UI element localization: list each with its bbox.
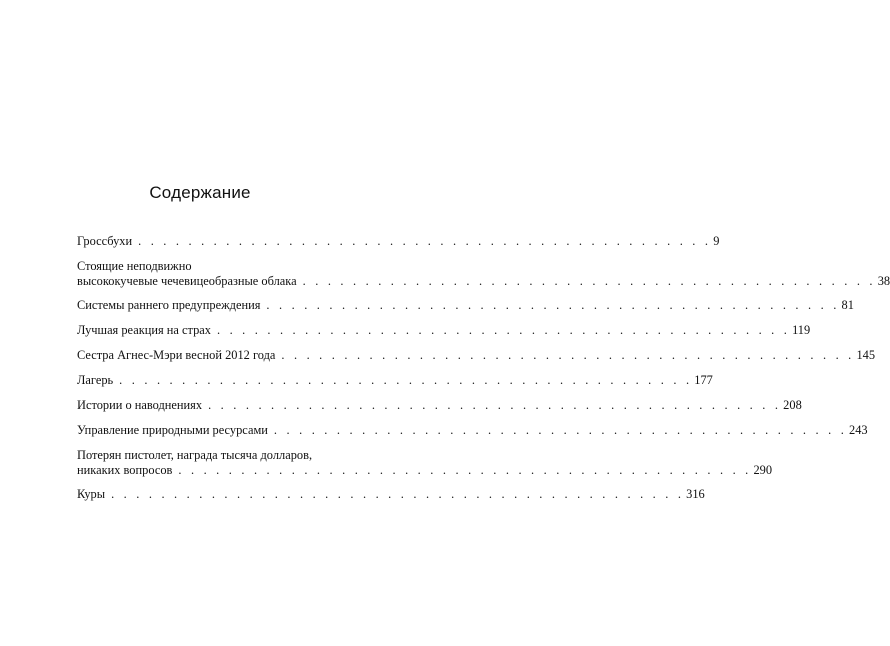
toc-entry-title: Куры <box>77 487 106 501</box>
toc-entry-title: Сестра Агнес-Мэри весной 2012 года <box>77 348 276 362</box>
toc-entry-title: Потерян пистолет, награда тысяча долларов, <box>77 448 313 462</box>
toc-entry[interactable] <box>77 348 876 363</box>
dot-leader: . . . . . . . . . . . . . . . . . . . . . . . . . . . . . . . . . . . . . . . . . . . . . . <box>119 373 693 387</box>
dot-leader: . . . . . . . . . . . . . . . . . . . . . . . . . . . . . . . . . . . . . . . . . . . . . . <box>266 298 840 312</box>
toc-entry-title: Гроссбухи <box>77 234 133 248</box>
toc-entry-title: Системы раннего предупреждения <box>77 298 261 312</box>
toc-entry-title-cont: никаких вопросов <box>77 463 173 477</box>
toc-entry[interactable] <box>77 487 705 502</box>
toc-page-number: 9 <box>713 234 720 248</box>
dot-leader: . . . . . . . . . . . . . . . . . . . . . . . . . . . . . . . . . . . . . . . . . . . . . . <box>178 463 752 477</box>
toc-page-number: 290 <box>753 463 773 477</box>
toc-entry-title: Лучшая реакция на страх <box>77 323 211 337</box>
dot-leader: . . . . . . . . . . . . . . . . . . . . . . . . . . . . . . . . . . . . . . . . . . . . . . <box>216 323 791 337</box>
dot-leader: . . . . . . . . . . . . . . . . . . . . . . . . . . . . . . . . . . . . . . . . . . . . . . <box>138 234 712 248</box>
toc-page-number: 119 <box>792 323 811 337</box>
toc-entry-title: Стоящие неподвижно <box>77 259 192 273</box>
toc-entry[interactable] <box>77 234 720 249</box>
toc-entry[interactable] <box>77 448 773 478</box>
toc-entry[interactable] <box>77 323 811 338</box>
toc-page-number: 38 <box>877 274 890 288</box>
toc-entry-title: Истории о наводнениях <box>77 398 203 412</box>
toc-entry[interactable] <box>77 259 890 289</box>
toc-page-number: 208 <box>783 398 802 412</box>
toc-entry[interactable] <box>77 298 854 313</box>
toc-title: Содержание <box>149 183 251 202</box>
toc-page-number: 243 <box>849 423 868 437</box>
toc-page-number: 145 <box>856 348 876 362</box>
toc-entry-title: Лагерь <box>77 373 114 387</box>
toc-entry-title: Управление природными ресурсами <box>77 423 268 437</box>
toc-list <box>77 234 890 512</box>
toc-entry[interactable] <box>77 373 713 388</box>
toc-entry[interactable] <box>77 423 868 438</box>
toc-page-number: 177 <box>694 373 713 387</box>
dot-leader: . . . . . . . . . . . . . . . . . . . . . . . . . . . . . . . . . . . . . . . . . . . . . . <box>281 348 855 362</box>
dot-leader: . . . . . . . . . . . . . . . . . . . . . . . . . . . . . . . . . . . . . . . . . . . . . . <box>208 398 782 412</box>
toc-page-number: 316 <box>686 487 705 501</box>
dot-leader: . . . . . . . . . . . . . . . . . . . . . . . . . . . . . . . . . . . . . . . . . . . . . . <box>302 274 876 288</box>
dot-leader: . . . . . . . . . . . . . . . . . . . . . . . . . . . . . . . . . . . . . . . . . . . . . . <box>111 487 685 501</box>
toc-page-number: 81 <box>841 298 854 312</box>
dot-leader: . . . . . . . . . . . . . . . . . . . . . . . . . . . . . . . . . . . . . . . . . . . . . . <box>273 423 848 437</box>
toc-entry-title-cont: высококучевые чечевицеобразные облака <box>77 274 297 288</box>
toc-entry[interactable] <box>77 398 802 413</box>
